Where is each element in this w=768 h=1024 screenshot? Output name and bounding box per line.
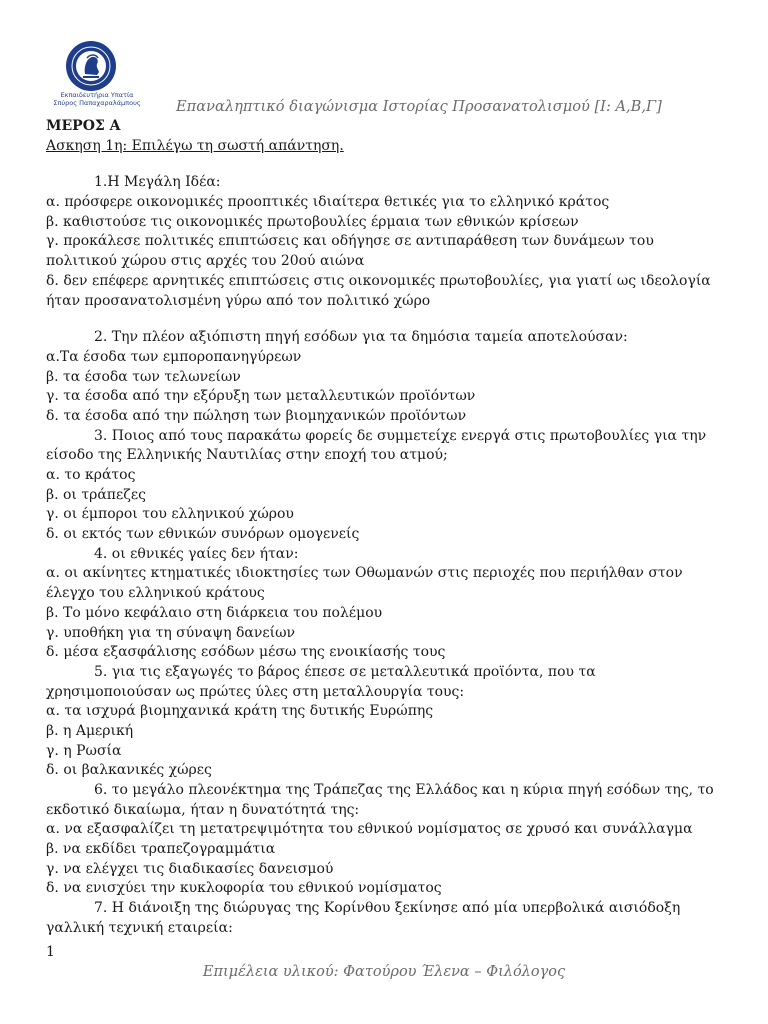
spacer — [46, 156, 726, 173]
q3-option-b: β. οι τράπεζες — [46, 486, 146, 503]
q4-option-a-cont: έλεγχο του ελληνικού κράτους — [46, 585, 265, 602]
q5-option-c: γ. η Ρωσία — [46, 742, 122, 759]
q1-option-a: α. πρόσφερε οικονομικές προοπτικές ιδιαίτερα θετικές για το ελληνικό κράτος — [46, 194, 610, 211]
spacer — [46, 311, 726, 328]
school-logo — [52, 40, 144, 112]
q4-option-b: β. Το μόνο κεφάλαιο στη διάρκεια του πολέμου — [46, 604, 383, 621]
q1-option-c-cont: πολιτικού χώρου στις αρχές του 20ού αιώνα — [46, 253, 365, 270]
q4-option-d: δ. μέσα εξασφάλισης εσόδων μέσω της ενοικίασής τους — [46, 644, 446, 661]
q5-option-d: δ. οι βαλκανικές χώρες — [46, 762, 212, 779]
q5-option-b: β. η Αμερική — [46, 722, 134, 739]
question-5: 5. για τις εξαγωγές το βάρος έπεσε σε μεταλλευτικά προϊόντα, που τα — [94, 663, 596, 680]
section-title: ΜΕΡΟΣ Α — [46, 118, 121, 134]
q2-option-b: β. τα έσοδα των τελωνείων — [46, 368, 241, 385]
footer-credit: Επιμέλεια υλικού: Φατούρου Έλενα – Φιλόλογος — [202, 964, 566, 980]
q3-option-a: α. το κράτος — [46, 467, 136, 483]
document-body — [46, 117, 726, 939]
q1-option-d: δ. δεν επέφερε αρνητικές επιπτώσεις στις οικονομικές πρωτοβουλίες, για γιατί ως ιδεολογία — [46, 272, 711, 289]
question-3-cont: είσοδο της Ελληνικής Ναυτιλίας στην εποχή του ατμού; — [46, 447, 448, 464]
q2-option-d: δ. τα έσοδα από την πώληση των βιομηχανικών προϊόντων — [46, 407, 467, 424]
question-4: 4. οι εθνικές γαίες δεν ήταν: — [94, 545, 299, 562]
q4-option-a: α. οι ακίνητες κτηματικές ιδιοκτησίες των Οθωμανών στις περιοχές που περιήλθαν στον — [46, 565, 683, 582]
question-7-cont: γαλλική τεχνική εταιρεία: — [46, 919, 233, 936]
header-title: Επαναληπτικό διαγώνισμα Ιστορίας Προσανατολισμού [Ι: Α,Β,Γ] — [176, 98, 662, 115]
question-3: 3. Ποιος από τους παρακάτω φορείς δε συμμετείχε ενεργά στις πρωτοβουλίες για την — [94, 427, 707, 444]
question-2: 2. Την πλέον αξιόπιστη πηγή εσόδων για τα δημόσια ταμεία αποτελούσαν: — [94, 329, 628, 346]
question-7: 7. Η διάνοιξη της διώρυγας της Κορίνθου ξεκίνησε από μία υπερβολικά αισιόδοξη — [94, 900, 681, 917]
logo-caption — [52, 91, 142, 107]
q2-option-c: γ. τα έσοδα από την εξόρυξη των μεταλλευτικών προϊόντων — [46, 388, 476, 405]
q6-option-b: β. να εκδίδει τραπεζογραμμάτια — [46, 841, 276, 858]
q1-option-b: β. καθιστούσε τις οικονομικές πρωτοβουλίες έρμαια των εθνικών κρίσεων — [46, 213, 579, 230]
page-number: 1 — [46, 944, 55, 960]
q6-option-a: α. να εξασφαλίζει τη μετατρεψιμότητα του εθνικού νομίσματος σε χρυσό και συνάλλαγμα — [46, 821, 693, 838]
q1-option-d-cont: ήταν προσανατολισμένη γύρω από τον πολιτικό χώρο — [46, 292, 431, 309]
q6-option-c: γ. να ελέγχει τις διαδικασίες δανεισμού — [46, 860, 334, 877]
question-1: 1.Η Μεγάλη Ιδέα: — [94, 174, 221, 191]
q3-option-d: δ. οι εκτός των εθνικών συνόρων ομογενείς — [46, 526, 360, 543]
question-6: 6. το μεγάλο πλεονέκτημα της Τράπεζας της Ελλάδος και η κύρια πηγή εσόδων της, το — [94, 782, 714, 798]
q6-option-d: δ. να ενισχύει την κυκλοφορία του εθνικού νομίσματος — [46, 880, 442, 897]
q3-option-c: γ. οι έμποροι του ελληνικού χώρου — [46, 506, 294, 523]
q4-option-c: γ. υποθήκη για τη σύναψη δανείων — [46, 624, 296, 641]
question-6-cont: εκδοτικό δικαίωμα, ήταν η δυνατότητά της: — [46, 801, 360, 818]
logo-caption-line-1: Εκπαιδευτήρια Υπατία — [60, 91, 134, 99]
q1-option-c: γ. προκάλεσε πολιτικές επιπτώσεις και οδήγησε σε αντιπαράθεση των δυνάμεων του — [46, 233, 654, 250]
logo-emblem-icon — [65, 40, 117, 92]
logo-caption-line-2: Σπύρος Παπαχαραλάμπους — [53, 99, 141, 107]
exercise-title: Ασκηση 1η: Επιλέγω τη σωστή απάντηση. — [46, 137, 344, 154]
q2-option-a: α.Τα έσοδα των εμποροπανηγύρεων — [46, 348, 302, 365]
question-5-cont: χρησιμοποιούσαν ως πρώτες ύλες στη μεταλλουργία τους: — [46, 683, 465, 700]
q5-option-a: α. τα ισχυρά βιομηχανικά κράτη της δυτικής Ευρώπης — [46, 703, 434, 720]
